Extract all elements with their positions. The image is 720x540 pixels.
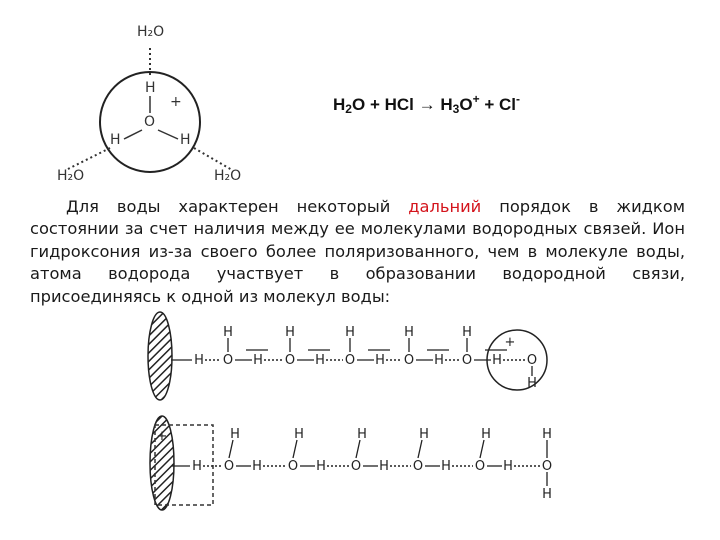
atom-H-right: H (180, 132, 191, 148)
chain2-top-H: H (357, 427, 367, 442)
chain1-top-H: H (223, 325, 233, 340)
chain2-atom-O: O (412, 459, 424, 474)
highlight-word: дальний (408, 197, 482, 216)
chain2-atom-H: H (441, 459, 451, 474)
chain1-top-H: H (345, 325, 355, 340)
chain1-atom-O: O (461, 353, 473, 368)
chain2-top-H: H (419, 427, 429, 442)
chain2-vertical-bond (356, 440, 360, 458)
atom-H-top: H (145, 80, 156, 96)
chain2-atom-H: H (252, 459, 262, 474)
reaction-equation: $H_2O$ + HCl → $H_3O^+ + Cl^-$ (333, 92, 520, 116)
chain1-top-H: H (462, 325, 472, 340)
chain2-atom-O: O (350, 459, 362, 474)
chain1-atom-H: H (375, 353, 385, 368)
chain1-charge: + (504, 335, 516, 350)
chain2-atom-H: H (503, 459, 513, 474)
water-left-label: H₂O (57, 168, 85, 184)
chain1-atom-H: H (434, 353, 444, 368)
water-right-label: H₂O (214, 168, 242, 184)
chain1-end-O: O (526, 353, 538, 368)
chain2-vertical-bond (293, 440, 297, 458)
atom-H-left: H (110, 132, 121, 148)
chain2-atom-O: O (474, 459, 486, 474)
chain2-top-H: H (230, 427, 240, 442)
chain1-atom-H: H (315, 353, 325, 368)
chain2-atom-O: O (287, 459, 299, 474)
atom-O-center: O (144, 114, 156, 130)
chain2-charge: + (156, 429, 168, 444)
chain1-atom-O: O (222, 353, 234, 368)
chain2-atom-O: O (541, 459, 553, 474)
charge-plus: + (170, 94, 182, 110)
chain1-atom-H: H (253, 353, 263, 368)
chain2-atom-H: H (316, 459, 326, 474)
chain1-atom-O: O (403, 353, 415, 368)
chain2-top-H: H (481, 427, 491, 442)
chain2-vertical-bond (480, 440, 484, 458)
chain1-atom-O: O (284, 353, 296, 368)
chain2-end-H: H (542, 487, 552, 502)
chain2-vertical-bond (418, 440, 422, 458)
chain1-top-H: H (285, 325, 295, 340)
surface-ellipse-1 (148, 312, 172, 400)
water-top-label: H₂O (137, 24, 165, 40)
chain1-end-H: H (527, 376, 537, 391)
chain1-atom-H: H (492, 353, 502, 368)
chain1-atom-O: O (344, 353, 356, 368)
chain1-top-H: H (404, 325, 414, 340)
chain2-vertical-bond (229, 440, 233, 458)
chain2-top-H: H (294, 427, 304, 442)
chain2-atom-H: H (379, 459, 389, 474)
chain2-top-H: H (542, 427, 552, 442)
body-paragraph: Для воды характерен некоторый дальний порядок в жидком состоянии за счет наличия между ее молекулами водородных связей. Ион гидроксония из-за своего более поляризованного, чем в молекуле воды, атома водорода участвует в образовании водородной связи, присоединяясь к одной из молекул воды: (30, 197, 686, 306)
chain1-atom-H: H (194, 353, 204, 368)
chain2-atom-O: O (223, 459, 235, 474)
chain2-atom-H: H (192, 459, 202, 474)
